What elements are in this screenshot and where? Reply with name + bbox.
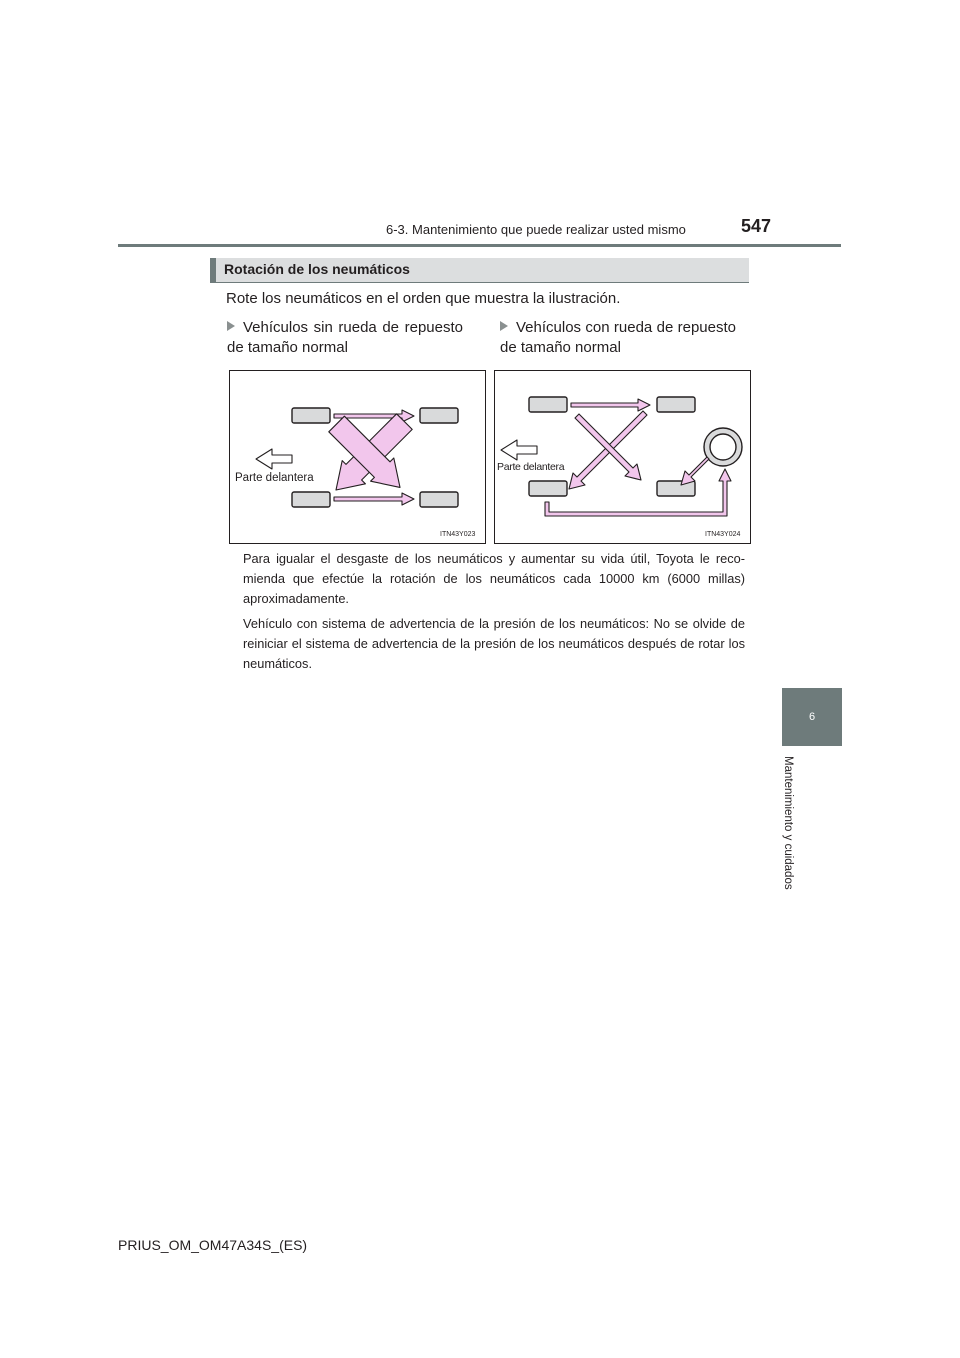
tire-rear-right: [420, 492, 458, 507]
chapter-label-text: Mantenimiento y cuidados: [782, 756, 794, 890]
figure-code: ITN43Y023: [440, 531, 476, 538]
tire-rear-left: [529, 481, 567, 496]
diagram-caption-no-spare: [227, 318, 463, 358]
arrow-spare-to-rear-right: [681, 457, 709, 485]
header-rule: [118, 244, 841, 247]
figure-code: ITN43Y024: [705, 531, 741, 538]
arrow-rear-left-to-right: [334, 493, 414, 505]
chapter-number: 6: [808, 711, 816, 723]
front-label: Parte delantera: [497, 461, 565, 473]
tire-front-left: [292, 408, 330, 423]
header-section-title: 6-3. Mantenimiento que puede realizar usted mismo: [386, 222, 686, 237]
tire-front-left: [529, 397, 567, 412]
chapter-tab: [782, 688, 842, 746]
footer-doc-code: PRIUS_OM_OM47A34S_(ES): [118, 1237, 308, 1253]
front-label: Parte delantera: [235, 472, 314, 484]
caption-text: Vehículos con rueda de repuesto de tamaño normal: [500, 319, 736, 356]
front-direction-arrow-icon: [501, 440, 537, 460]
section-heading-marker: [210, 258, 216, 283]
front-direction-arrow-icon: [256, 449, 292, 469]
rotation-diagram-with-spare: [494, 370, 751, 544]
note-tpms-reset: Vehículo con sistema de advertencia de la presión de los neumáticos: No se olvide de reiniciar el sistema de advertencia de la presión de los neumáticos después de rotar los neumáticos.: [243, 616, 745, 671]
section-intro: Rote los neumáticos en el orden que muestra la ilustración.: [226, 290, 621, 307]
rotation-illustration: [495, 371, 750, 543]
page-number: 547: [741, 216, 772, 236]
rotation-diagram-no-spare: [229, 370, 486, 544]
caption-text: Vehículos sin rueda de repuesto de tamaño normal: [227, 319, 463, 356]
tire-rear-right: [657, 481, 695, 496]
spare-tire-inner: [710, 434, 736, 460]
triangle-bullet-icon: [227, 321, 235, 331]
arrow-front-left-to-right: [571, 399, 650, 411]
tire-front-right: [657, 397, 695, 412]
diagram-caption-with-spare: [500, 318, 736, 358]
triangle-bullet-icon: [500, 321, 508, 331]
section-heading: [210, 258, 749, 283]
tire-front-right: [420, 408, 458, 423]
rotation-illustration: [230, 371, 485, 543]
tire-rear-left: [292, 492, 330, 507]
chapter-label: [782, 756, 812, 916]
note-rotation-interval: Para igualar el desgaste de los neumáticos y aumentar su vida útil, Toyota le reco-mienda que efectúe la rotación de los neumáticos cada 10000 km (6000 millas) aproximadamente.: [243, 551, 745, 606]
section-title: Rotación de los neumáticos: [224, 261, 410, 277]
